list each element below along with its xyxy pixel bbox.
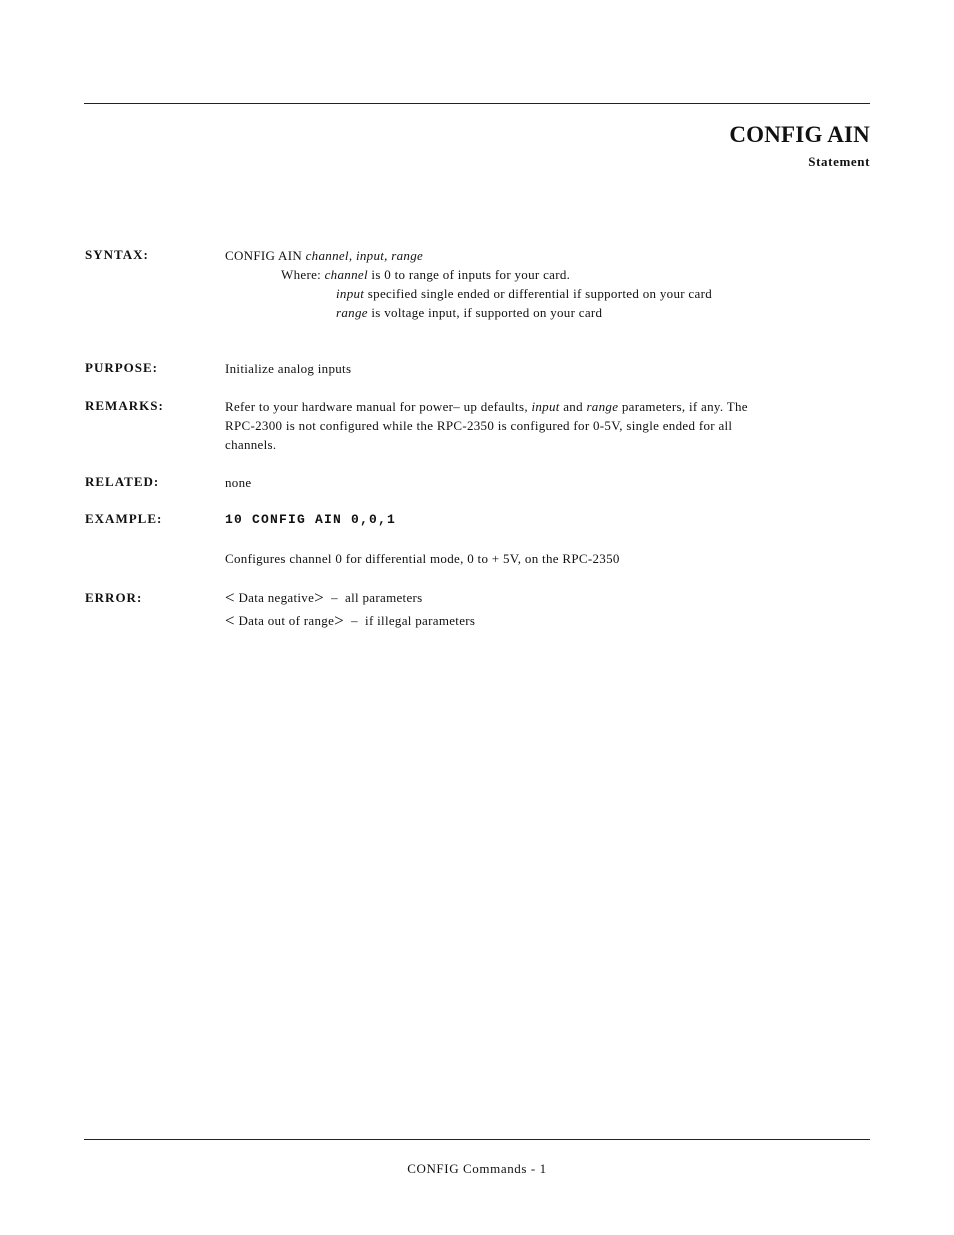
remarks-line-1: [225, 397, 845, 416]
remarks-line-2: RPC-2300 is not configured while the RPC-2350 is configured for 0-5V, single ended for all: [225, 418, 733, 433]
syntax-params: channel, input, range: [305, 248, 424, 263]
angle-open: <: [225, 588, 235, 607]
error-label: ERROR:: [85, 590, 143, 605]
input-term: input: [336, 286, 365, 301]
angle-open: <: [225, 611, 235, 630]
channel-desc: is 0 to range of inputs for your card.: [367, 267, 571, 282]
angle-close: >: [334, 611, 345, 630]
remarks-term-input: input: [531, 399, 560, 414]
range-desc: is voltage input, if supported on your card: [367, 305, 603, 320]
remarks-term-range: range: [586, 399, 619, 414]
syntax-range-line: [336, 303, 602, 322]
error-message: Data negative: [234, 590, 315, 605]
header-rule: [84, 103, 870, 104]
range-term: range: [336, 305, 368, 320]
related-text: none: [225, 475, 252, 490]
related-label: RELATED:: [85, 474, 160, 489]
remarks-part-1: Refer to your hardware manual for power– up defaults,: [225, 399, 532, 414]
example-code: 10 CONFIG AIN 0,0,1: [225, 512, 397, 527]
page-footer: CONFIG Commands - 1: [407, 1161, 547, 1176]
error-message: Data out of range: [234, 613, 335, 628]
remarks-text: [225, 397, 845, 454]
where-prefix: Where:: [281, 267, 325, 282]
syntax-input-line: [336, 284, 712, 303]
purpose-label: PURPOSE:: [85, 360, 158, 375]
example-label: EXAMPLE:: [85, 511, 163, 526]
page-subtitle: Statement: [808, 154, 870, 169]
syntax-command: CONFIG AIN: [225, 248, 306, 263]
footer-rule: [84, 1139, 870, 1140]
remarks-part-2: and: [559, 399, 587, 414]
page-title: CONFIG AIN: [729, 122, 870, 147]
example-description: Configures channel 0 for differential mode, 0 to + 5V, on the RPC-2350: [225, 551, 620, 566]
error-line-1: [225, 588, 423, 607]
remarks-part-3: parameters, if any. The: [618, 399, 748, 414]
remarks-line-3: channels.: [225, 437, 277, 452]
error-detail: – all parameters: [324, 590, 423, 605]
syntax-command-line: [225, 246, 423, 265]
input-desc: specified single ended or differential if supported on your card: [364, 286, 712, 301]
error-detail: – if illegal parameters: [344, 613, 476, 628]
syntax-where-line: [281, 265, 570, 284]
channel-term: channel: [324, 267, 368, 282]
purpose-text: Initialize analog inputs: [225, 361, 352, 376]
syntax-label: SYNTAX:: [85, 247, 149, 262]
error-line-2: [225, 611, 475, 630]
remarks-label: REMARKS:: [85, 398, 164, 413]
angle-close: >: [314, 588, 325, 607]
